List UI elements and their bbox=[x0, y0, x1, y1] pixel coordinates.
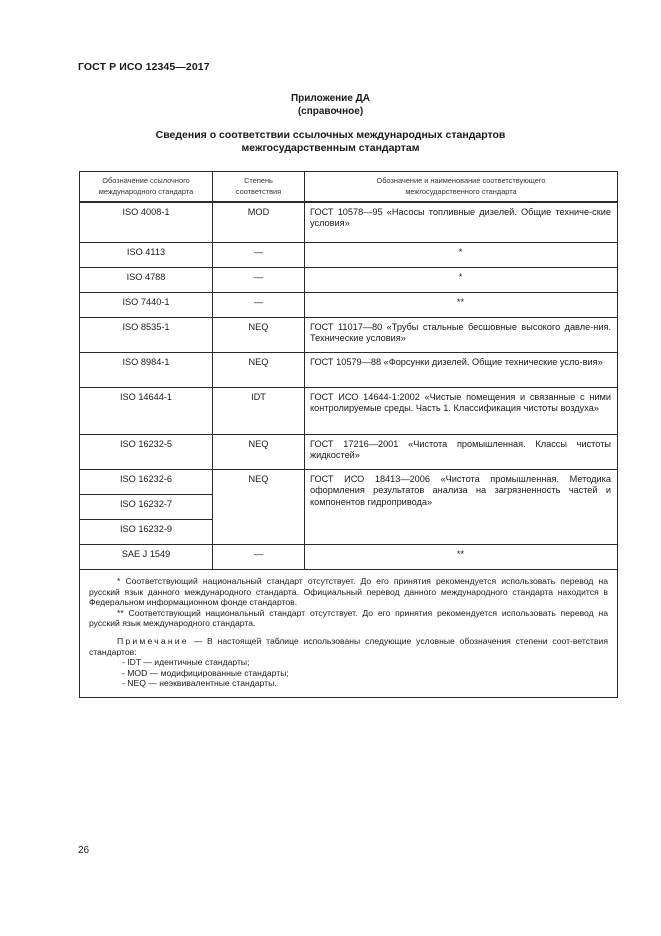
legend-item-mod: - MOD — модифицированные стандарты; bbox=[122, 667, 289, 678]
cell-degree: NEQ bbox=[213, 318, 305, 353]
col-header-degree bbox=[213, 172, 305, 203]
note-label: Примечание bbox=[117, 635, 189, 646]
table-row bbox=[80, 470, 618, 495]
col-header-reference bbox=[80, 172, 213, 203]
footnote-single-star: * Соответствующий национальный стандарт отсутствует. До его принятия рекомендуется использовать перевод на русский язык данного международного стандарта. Официальный перевод данного международного стандарта находится в Федеральном информационном фонде стандартов. bbox=[89, 576, 608, 608]
table-row bbox=[80, 243, 618, 268]
standard-identifier: ГОСТ Р ИСО 12345—2017 bbox=[78, 61, 210, 73]
cell-degree: IDT bbox=[213, 388, 305, 435]
cell-national: ГОСТ 10578—95 «Насосы топливные дизелей. Общие техниче-ские условия» bbox=[305, 202, 618, 243]
section-heading-line-1: Сведения о соответствии ссылочных международных стандартов bbox=[155, 129, 506, 141]
cell-national: * bbox=[305, 268, 618, 293]
legend-item-idt: - IDT — идентичные стандарты; bbox=[122, 657, 250, 668]
table-note bbox=[89, 636, 608, 657]
cell-degree-merged: NEQ bbox=[213, 470, 305, 545]
cell-reference: ISO 4113 bbox=[80, 243, 213, 268]
col-header-reference-line-2: международного стандарта bbox=[98, 186, 194, 196]
section-heading-line-2: межгосударственным стандартам bbox=[241, 141, 420, 154]
cell-national: ГОСТ 17216—2001 «Чистота промышленная. Классы чистоты жидкостей» bbox=[305, 435, 618, 470]
cell-national: ГОСТ 10579—88 «Форсунки дизелей. Общие технические усло-вия» bbox=[305, 353, 618, 388]
cell-degree: — bbox=[213, 268, 305, 293]
col-header-degree-line-2: соответствия bbox=[235, 186, 282, 196]
cell-national: ** bbox=[305, 293, 618, 318]
footnote-double-star: ** Соответствующий национальный стандарт отсутствует. До его принятия рекомендуется использовать перевод на русский язык международного стандарта. bbox=[89, 607, 608, 629]
cell-degree: — bbox=[213, 293, 305, 318]
table-notes bbox=[80, 570, 618, 698]
cell-reference: ISO 16232-5 bbox=[80, 435, 213, 470]
cell-national: ГОСТ ИСО 14644-1:2002 «Чистые помещения и связанные с ними контролируемые среды. Часть 1. Классификация чистоты воздуха» bbox=[305, 388, 618, 435]
cell-reference: ISO 8535-1 bbox=[80, 318, 213, 353]
table-row bbox=[80, 435, 618, 470]
cell-reference: ISO 16232-6 bbox=[80, 470, 213, 495]
annex-subtitle: (справочное) bbox=[297, 106, 364, 117]
cell-reference: ISO 8984-1 bbox=[80, 353, 213, 388]
note-text: — В настоящей таблице использованы следующие условные обозначения степени соот-ветствия стандартов: bbox=[89, 635, 608, 657]
cell-national: ГОСТ 11017—80 «Трубы стальные бесшовные высокого давле-ния. Технические условия» bbox=[305, 318, 618, 353]
cell-reference: ISO 16232-7 bbox=[80, 495, 213, 520]
correspondence-table bbox=[79, 171, 618, 698]
table-row bbox=[80, 353, 618, 388]
col-header-national-line-2: межгосударственного стандарта bbox=[405, 186, 517, 196]
cell-reference: ISO 4008-1 bbox=[80, 202, 213, 243]
col-header-national-line-1: Обозначение и наименование соответствующего bbox=[376, 176, 546, 185]
table-row bbox=[80, 293, 618, 318]
cell-degree: — bbox=[213, 545, 305, 570]
cell-national: ** bbox=[305, 545, 618, 570]
col-header-degree-line-1: Степень bbox=[244, 176, 273, 185]
table-row bbox=[80, 318, 618, 353]
table-row bbox=[80, 202, 618, 243]
col-header-reference-line-1: Обозначение ссылочного bbox=[102, 176, 190, 185]
table-row bbox=[80, 388, 618, 435]
col-header-national bbox=[305, 172, 618, 203]
cell-degree: NEQ bbox=[213, 353, 305, 388]
cell-degree: — bbox=[213, 243, 305, 268]
annex-title: Приложение ДА bbox=[290, 93, 371, 104]
cell-degree: MOD bbox=[213, 202, 305, 243]
cell-national: * bbox=[305, 243, 618, 268]
cell-reference: ISO 14644-1 bbox=[80, 388, 213, 435]
cell-reference: ISO 16232-9 bbox=[80, 520, 213, 545]
table-row bbox=[80, 545, 618, 570]
table-notes-row bbox=[80, 570, 618, 698]
section-heading bbox=[110, 129, 551, 154]
cell-reference: ISO 4788 bbox=[80, 268, 213, 293]
legend-item-neq: - NEQ — неэквивалентные стандарты. bbox=[122, 678, 277, 689]
cell-national-merged: ГОСТ ИСО 18413—2006 «Чистота промышленная. Методика оформления результатов анализа на загрязненность частей и компонентов гидропривода» bbox=[305, 470, 618, 545]
cell-reference: ISO 7440-1 bbox=[80, 293, 213, 318]
cell-reference: SAE J 1549 bbox=[80, 545, 213, 570]
page-number: 26 bbox=[78, 845, 90, 856]
table-row bbox=[80, 268, 618, 293]
cell-degree: NEQ bbox=[213, 435, 305, 470]
